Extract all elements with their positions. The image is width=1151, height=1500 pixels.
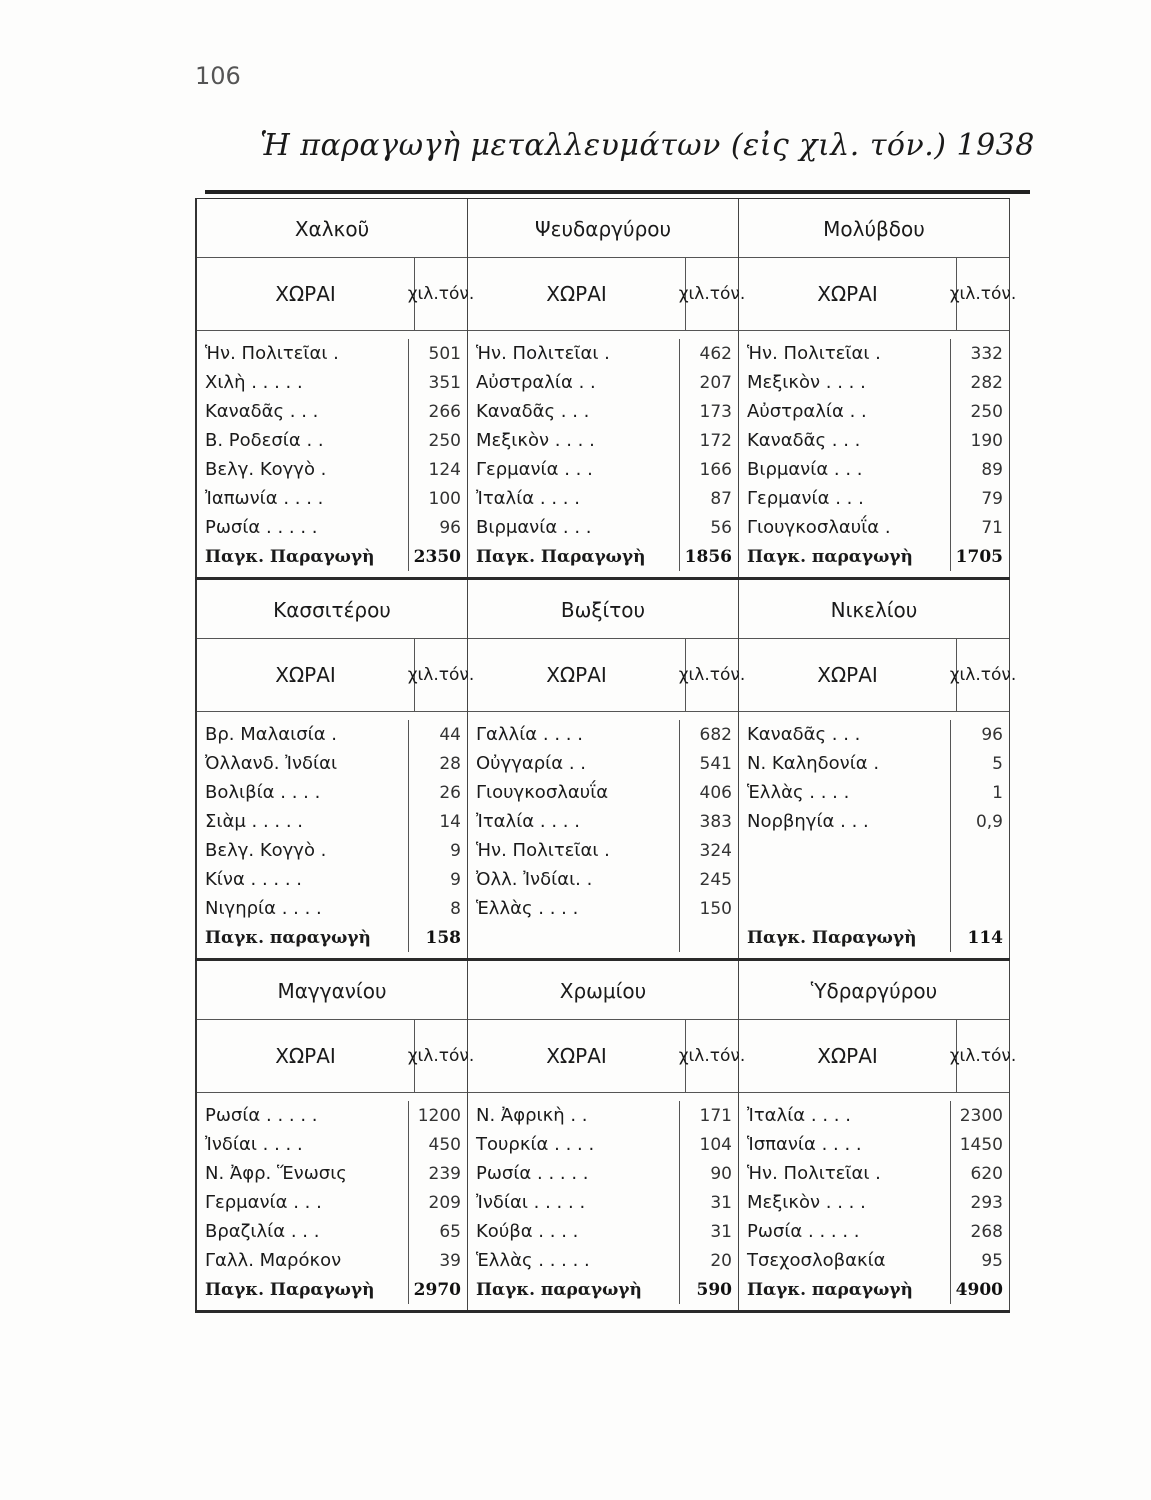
value-cell: 150 [699, 898, 732, 919]
country-cell: Ἰταλία . . . . [468, 484, 680, 513]
mineral-name: Νικελίου [739, 580, 1009, 639]
unit-label-2: τόν. [709, 283, 746, 304]
unit-label-2: τόν. [709, 1045, 746, 1066]
unit-label-1: χιλ. [678, 664, 710, 685]
value-cell: 96 [981, 724, 1003, 745]
value-cell: 95 [981, 1250, 1003, 1271]
table-row [197, 1130, 467, 1159]
country-cell: Β. Ροδεσία . . [197, 426, 409, 455]
country-column-header: ΧΩΡΑΙ [468, 1020, 686, 1092]
column-headers [739, 1020, 1017, 1093]
table-section-row [195, 580, 1017, 961]
country-cell: Ἡν. Πολιτεῖαι . [739, 1159, 951, 1188]
value-cell: 239 [428, 1163, 461, 1184]
data-rows [468, 1093, 738, 1310]
country-cell: Ν. Ἀφρ. Ἕνωσις [197, 1159, 409, 1188]
mineral-block [195, 580, 475, 958]
country-cell: Αὐστραλία . . [739, 397, 951, 426]
value-cell: 268 [970, 1221, 1003, 1242]
table-row [468, 720, 738, 749]
country-cell: Ἑλλὰς . . . . [739, 778, 951, 807]
value-cell: 87 [710, 488, 732, 509]
country-cell: Καναδᾶς . . . [468, 397, 680, 426]
table-row [197, 807, 467, 836]
table-row [739, 720, 1009, 749]
table-row [739, 426, 1009, 455]
value-cell: 124 [428, 459, 461, 480]
country-cell: Γιουγκοσλαυΐα . [739, 513, 951, 542]
country-cell: Νορβηγία . . . [739, 807, 951, 836]
table-row [739, 1246, 1009, 1275]
data-rows [197, 1093, 467, 1310]
total-value: 2970 [413, 1279, 461, 1300]
unit-label-2: τόν. [709, 664, 746, 685]
total-label: Παγκ. Παραγωγὴ [197, 1275, 409, 1304]
value-cell: 190 [970, 430, 1003, 451]
table-section-row [195, 961, 1017, 1313]
unit-column-header [407, 639, 475, 711]
column-headers [468, 258, 746, 331]
value-cell: 14 [439, 811, 461, 832]
unit-label-1: χιλ. [949, 1045, 981, 1066]
country-cell: Ν. Καληδονία . [739, 749, 951, 778]
unit-column-header [407, 258, 475, 330]
unit-label-1: χιλ. [678, 283, 710, 304]
unit-column-header [949, 258, 1017, 330]
country-cell: Μεξικὸν . . . . [739, 368, 951, 397]
value-cell: 1200 [417, 1105, 461, 1126]
value-cell: 100 [428, 488, 461, 509]
country-cell: Ὀλλ. Ἰνδίαι. . [468, 865, 680, 894]
value-cell: 450 [428, 1134, 461, 1155]
table-row [739, 513, 1009, 542]
table-row [739, 484, 1009, 513]
country-cell: Καναδᾶς . . . [739, 720, 951, 749]
total-value: 1705 [955, 546, 1003, 567]
data-rows [468, 331, 738, 577]
country-cell: Ρωσία . . . . . [739, 1217, 951, 1246]
table-row [739, 397, 1009, 426]
value-cell: 406 [699, 782, 732, 803]
data-rows [739, 331, 1009, 577]
table-row [468, 513, 738, 542]
table-row [739, 1159, 1009, 1188]
data-rows [468, 712, 738, 958]
country-cell: Ἱσπανία . . . . [739, 1130, 951, 1159]
value-cell: 250 [428, 430, 461, 451]
mineral-block [739, 199, 1017, 577]
mineral-name: Ὑδραργύρου [739, 961, 1009, 1020]
value-cell: 89 [981, 459, 1003, 480]
table-row [197, 720, 467, 749]
table-row [468, 426, 738, 455]
table-row [468, 1246, 738, 1275]
value-cell: 56 [710, 517, 732, 538]
mineral-block [739, 961, 1017, 1310]
value-cell: 1450 [959, 1134, 1003, 1155]
country-column-header: ΧΩΡΑΙ [468, 639, 686, 711]
table-row [739, 749, 1009, 778]
table-row [739, 836, 1009, 865]
unit-column-header [949, 639, 1017, 711]
table-row [197, 836, 467, 865]
value-cell: 79 [981, 488, 1003, 509]
total-row [197, 1275, 467, 1304]
country-cell: Βελγ. Κογγὸ . [197, 836, 409, 865]
unit-label-1: χιλ. [407, 283, 439, 304]
country-cell: Μεξικὸν . . . . [739, 1188, 951, 1217]
value-cell: 383 [699, 811, 732, 832]
table-row [739, 1188, 1009, 1217]
column-headers [468, 639, 746, 712]
table-row [197, 1101, 467, 1130]
total-value: 2350 [413, 546, 461, 567]
value-cell: 173 [699, 401, 732, 422]
table-row [197, 397, 467, 426]
country-cell: Καναδᾶς . . . [739, 426, 951, 455]
value-cell: 26 [439, 782, 461, 803]
country-cell: Αὐστραλία . . [468, 368, 680, 397]
table-row [468, 894, 738, 923]
country-column-header: ΧΩΡΑΙ [739, 258, 957, 330]
unit-column-header [407, 1020, 475, 1092]
table-row [197, 1159, 467, 1188]
unit-column-header [678, 1020, 746, 1092]
column-headers [739, 258, 1017, 331]
table-row [468, 778, 738, 807]
table-row [197, 426, 467, 455]
table-row [468, 339, 738, 368]
table-row [468, 1130, 738, 1159]
table-row [468, 368, 738, 397]
value-cell: 65 [439, 1221, 461, 1242]
unit-label-1: χιλ. [678, 1045, 710, 1066]
value-cell: 351 [428, 372, 461, 393]
country-cell: Βολιβία . . . . [197, 778, 409, 807]
country-cell: Βιρμανία . . . [739, 455, 951, 484]
country-cell: Ἡν. Πολιτεῖαι . [739, 339, 951, 368]
mineral-block [468, 580, 746, 958]
table-row [739, 455, 1009, 484]
country-cell: Καναδᾶς . . . [197, 397, 409, 426]
data-rows [197, 712, 467, 958]
table-row [197, 865, 467, 894]
table-row [197, 455, 467, 484]
value-cell: 166 [699, 459, 732, 480]
column-headers [197, 639, 475, 712]
country-cell: Χιλὴ . . . . . [197, 368, 409, 397]
total-value: 4900 [955, 1279, 1003, 1300]
value-cell: 682 [699, 724, 732, 745]
table-row [468, 865, 738, 894]
table-row [468, 1188, 738, 1217]
production-table [195, 198, 1017, 1313]
country-cell [739, 836, 951, 865]
value-cell: 207 [699, 372, 732, 393]
table-row [739, 1217, 1009, 1246]
mineral-name: Μολύβδου [739, 199, 1009, 258]
table-row [468, 1101, 738, 1130]
table-row [739, 807, 1009, 836]
value-cell: 90 [710, 1163, 732, 1184]
table-row [197, 339, 467, 368]
value-cell: 209 [428, 1192, 461, 1213]
data-rows [739, 712, 1009, 958]
country-cell: Νιγηρία . . . . [197, 894, 409, 923]
country-cell: Ἰνδίαι . . . . [197, 1130, 409, 1159]
table-row [197, 749, 467, 778]
page-title: Ἡ παραγωγὴ μεταλλευμάτων (εἰς χιλ. τόν.) 1938 [260, 128, 1035, 163]
country-cell: Βραζιλία . . . [197, 1217, 409, 1246]
table-row [197, 513, 467, 542]
total-row [468, 923, 738, 952]
total-label: Παγκ. παραγωγὴ [468, 1275, 680, 1304]
unit-label-1: χιλ. [949, 664, 981, 685]
table-row [197, 894, 467, 923]
country-cell: Γαλλία . . . . [468, 720, 680, 749]
table-row [739, 865, 1009, 894]
unit-label-2: τόν. [980, 283, 1017, 304]
column-headers [468, 1020, 746, 1093]
value-cell: 9 [450, 869, 461, 890]
total-row [197, 542, 467, 571]
value-cell: 1 [992, 782, 1003, 803]
unit-column-header [678, 258, 746, 330]
value-cell: 332 [970, 343, 1003, 364]
country-cell: Ἰαπωνία . . . . [197, 484, 409, 513]
data-rows [739, 1093, 1009, 1310]
table-row [197, 1246, 467, 1275]
total-row [739, 1275, 1009, 1304]
mineral-block [195, 961, 475, 1310]
column-headers [197, 258, 475, 331]
total-label: Παγκ. Παραγωγὴ [197, 542, 409, 571]
country-cell: Βιρμανία . . . [468, 513, 680, 542]
column-headers [739, 639, 1017, 712]
country-cell: Ρωσία . . . . . [197, 1101, 409, 1130]
country-cell: Ἰταλία . . . . [468, 807, 680, 836]
unit-label-2: τόν. [438, 1045, 475, 1066]
value-cell: 44 [439, 724, 461, 745]
table-section-row [195, 198, 1017, 580]
country-cell: Ἑλλὰς . . . . . [468, 1246, 680, 1275]
value-cell: 28 [439, 753, 461, 774]
country-cell: Ἡν. Πολιτεῖαι . [468, 836, 680, 865]
total-label [468, 923, 680, 952]
country-cell [739, 865, 951, 894]
table-row [739, 339, 1009, 368]
table-row [468, 397, 738, 426]
country-cell: Μεξικὸν . . . . [468, 426, 680, 455]
table-row [197, 1217, 467, 1246]
country-cell: Βελγ. Κογγὸ . [197, 455, 409, 484]
mineral-block [739, 580, 1017, 958]
total-label: Παγκ. παραγωγὴ [739, 1275, 951, 1304]
country-column-header: ΧΩΡΑΙ [197, 258, 415, 330]
value-cell: 39 [439, 1250, 461, 1271]
table-row [739, 1130, 1009, 1159]
column-headers [197, 1020, 475, 1093]
total-value: 114 [967, 927, 1003, 948]
total-label: Παγκ. Παραγωγὴ [739, 923, 951, 952]
table-row [468, 807, 738, 836]
table-row [468, 1217, 738, 1246]
country-cell: Ρωσία . . . . . [468, 1159, 680, 1188]
total-label: Παγκ. παραγωγὴ [739, 542, 951, 571]
value-cell: 245 [699, 869, 732, 890]
unit-column-header [949, 1020, 1017, 1092]
value-cell: 171 [699, 1105, 732, 1126]
country-cell [739, 894, 951, 923]
country-cell: Γερμανία . . . [468, 455, 680, 484]
mineral-name: Κασσιτέρου [197, 580, 467, 639]
table-row [468, 749, 738, 778]
unit-label-2: τόν. [980, 664, 1017, 685]
table-row [739, 894, 1009, 923]
country-cell: Ἡν. Πολιτεῖαι . [197, 339, 409, 368]
total-row [468, 1275, 738, 1304]
data-rows [197, 331, 467, 577]
value-cell: 96 [439, 517, 461, 538]
table-row [468, 836, 738, 865]
mineral-name: Χρωμίου [468, 961, 738, 1020]
mineral-block [468, 199, 746, 577]
table-row [739, 368, 1009, 397]
total-value: 1856 [684, 546, 732, 567]
value-cell: 462 [699, 343, 732, 364]
table-row [739, 778, 1009, 807]
unit-label-1: χιλ. [407, 664, 439, 685]
table-row [197, 484, 467, 513]
total-row [197, 923, 467, 952]
country-cell: Κίνα . . . . . [197, 865, 409, 894]
value-cell: 324 [699, 840, 732, 861]
value-cell: 501 [428, 343, 461, 364]
unit-label-2: τόν. [438, 283, 475, 304]
total-value: 158 [425, 927, 461, 948]
value-cell: 104 [699, 1134, 732, 1155]
table-row [468, 455, 738, 484]
country-cell: Ἡν. Πολιτεῖαι . [468, 339, 680, 368]
mineral-name: Βωξίτου [468, 580, 738, 639]
total-label: Παγκ. παραγωγὴ [197, 923, 409, 952]
country-column-header: ΧΩΡΑΙ [468, 258, 686, 330]
country-cell: Γιουγκοσλαυΐα [468, 778, 680, 807]
country-cell: Ἑλλὰς . . . . [468, 894, 680, 923]
value-cell: 266 [428, 401, 461, 422]
mineral-name: Μαγγανίου [197, 961, 467, 1020]
value-cell: 2300 [959, 1105, 1003, 1126]
value-cell: 31 [710, 1192, 732, 1213]
total-value: 590 [696, 1279, 732, 1300]
country-column-header: ΧΩΡΑΙ [739, 1020, 957, 1092]
value-cell: 5 [992, 753, 1003, 774]
country-cell: Ρωσία . . . . . [197, 513, 409, 542]
table-row [197, 368, 467, 397]
value-cell: 71 [981, 517, 1003, 538]
total-row [468, 542, 738, 571]
country-column-header: ΧΩΡΑΙ [739, 639, 957, 711]
mineral-name: Χαλκοῦ [197, 199, 467, 258]
unit-label-1: χιλ. [407, 1045, 439, 1066]
table-row [468, 484, 738, 513]
mineral-name: Ψευδαργύρου [468, 199, 738, 258]
unit-label-2: τόν. [980, 1045, 1017, 1066]
table-row [468, 1159, 738, 1188]
value-cell: 172 [699, 430, 732, 451]
table-row [197, 778, 467, 807]
country-cell: Κούβα . . . . [468, 1217, 680, 1246]
page-number: 106 [195, 62, 241, 90]
value-cell: 31 [710, 1221, 732, 1242]
mineral-block [468, 961, 746, 1310]
country-cell: Γερμανία . . . [197, 1188, 409, 1217]
country-cell: Οὐγγαρία . . [468, 749, 680, 778]
value-cell: 8 [450, 898, 461, 919]
country-cell: Γαλλ. Μαρόκον [197, 1246, 409, 1275]
table-row [739, 1101, 1009, 1130]
total-row [739, 923, 1009, 952]
unit-column-header [678, 639, 746, 711]
country-cell: Γερμανία . . . [739, 484, 951, 513]
country-cell: Ἰταλία . . . . [739, 1101, 951, 1130]
total-row [739, 542, 1009, 571]
country-column-header: ΧΩΡΑΙ [197, 1020, 415, 1092]
country-cell: Βρ. Μαλαισία . [197, 720, 409, 749]
country-column-header: ΧΩΡΑΙ [197, 639, 415, 711]
country-cell: Ὀλλανδ. Ἰνδίαι [197, 749, 409, 778]
total-label: Παγκ. Παραγωγὴ [468, 542, 680, 571]
value-cell: 620 [970, 1163, 1003, 1184]
unit-label-1: χιλ. [949, 283, 981, 304]
value-cell: 293 [970, 1192, 1003, 1213]
value-cell: 0,9 [975, 811, 1003, 832]
value-cell: 9 [450, 840, 461, 861]
value-cell: 250 [970, 401, 1003, 422]
country-cell: Σιὰμ . . . . . [197, 807, 409, 836]
mineral-block [195, 199, 475, 577]
country-cell: Τσεχοσλοβακία [739, 1246, 951, 1275]
value-cell: 541 [699, 753, 732, 774]
value-cell: 20 [710, 1250, 732, 1271]
unit-label-2: τόν. [438, 664, 475, 685]
country-cell: Ἰνδίαι . . . . . [468, 1188, 680, 1217]
value-cell: 282 [970, 372, 1003, 393]
table-row [197, 1188, 467, 1217]
country-cell: Τουρκία . . . . [468, 1130, 680, 1159]
country-cell: Ν. Ἀφρικὴ . . [468, 1101, 680, 1130]
top-rule [205, 190, 1030, 194]
